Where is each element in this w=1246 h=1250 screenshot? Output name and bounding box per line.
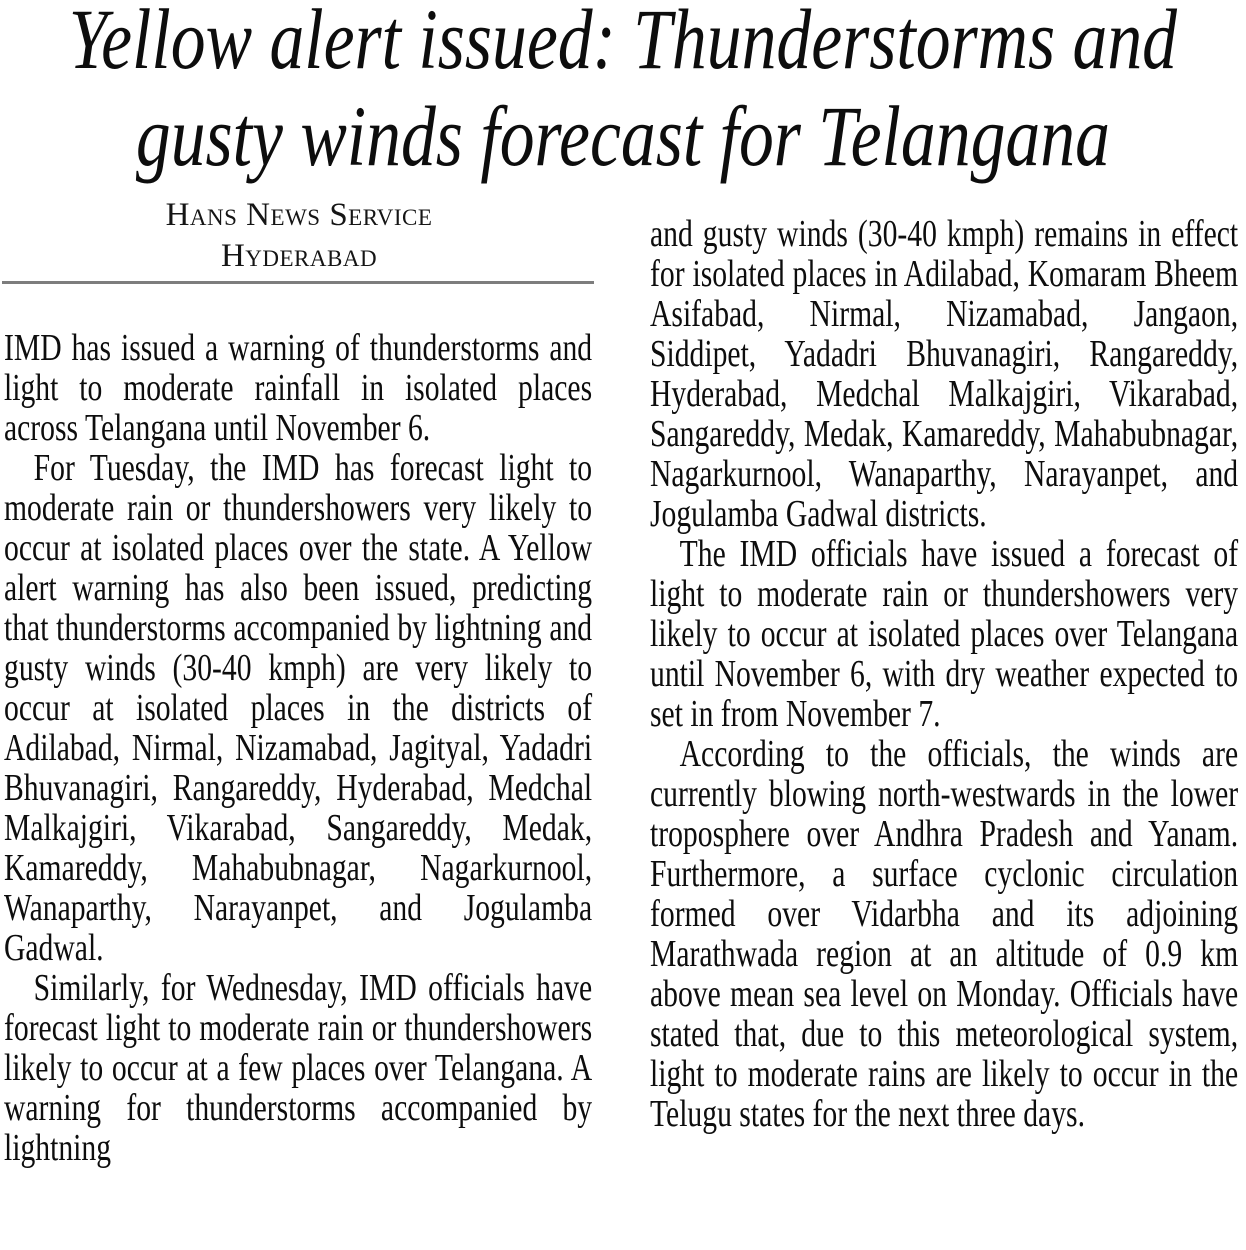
byline	[4, 195, 594, 277]
byline-divider	[2, 281, 594, 284]
paragraph-wednesday-forecast: Similarly, for Wednesday, IMD officials have forecast light to moderate rain or thundershowers likely to occur at a few places over Telangana. A warning for thunderstorms accompanied by lightning	[4, 967, 593, 1169]
article-column-left	[4, 328, 594, 1250]
headline-line-1: Yellow alert issued: Thunderstorms and	[68, 0, 1178, 87]
article-column-right	[650, 214, 1241, 1250]
article-column-left-text	[4, 328, 592, 1168]
paragraph-officials-forecast: The IMD officials have issued a forecast of light to moderate rain or thundershowers very likely to occur at isolated places over Telangana until November 6, with dry weather expected to set in from November 7.	[650, 533, 1239, 735]
paragraph-wind-conditions: According to the officials, the winds are currently blowing north-westwards in the lower troposphere over Andhra Pradesh and Yanam. Furthermore, a surface cyclonic circulation formed over Vidarbha and its adjoining Marathwada region at an altitude of 0.9 km above mean sea level on Monday. Officials have stated that, due to this meteorological system, light to moderate rains are likely to occur in the Telugu states for the next three days.	[650, 733, 1239, 1135]
paragraph-tuesday-forecast: For Tuesday, the IMD has forecast light to moderate rain or thundershowers very likely to occur at isolated places over the state. A Yellow alert warning has also been issued, predicting that thunderstorms accompanied by lightning and gusty winds (30-40 kmph) are very likely to occur at isolated places in the districts of Adilabad, Nirmal, Nizamabad, Jagityal, Yadadri Bhuvanagiri, Rangareddy, Hyderabad, Medchal Malkajgiri, Vikarabad, Sangareddy, Medak, Kamareddy, Mahabubnagar, Nagarkurnool, Wanaparthy, Narayanpet, and Jogulamba Gadwal.	[4, 447, 593, 969]
headline-line-2: gusty winds forecast for Telangana	[135, 88, 1110, 184]
paragraph-intro: IMD has issued a warning of thunderstorms and light to moderate rainfall in isolated places across Telangana until November 6.	[4, 328, 593, 449]
paragraph-wednesday-forecast-continued: and gusty winds (30-40 kmph) remains in effect for isolated places in Adilabad, Komaram Bheem Asifabad, Nirmal, Nizamabad, Jangaon, Siddipet, Yadadri Bhuvanagiri, Rangareddy, Hyderabad, Medchal Malkajgiri, Vikarabad, Sangareddy, Medak, Kamareddy, Mahabubnagar, Nagarkurnool, Wanaparthy, Narayanpet, and Jogulamba Gadwal districts.	[650, 214, 1239, 535]
article-column-right-text	[650, 214, 1238, 1134]
article-headline	[0, 0, 1246, 185]
byline-city: Hyderabad	[220, 238, 378, 274]
byline-agency: Hans News Service	[165, 197, 433, 233]
